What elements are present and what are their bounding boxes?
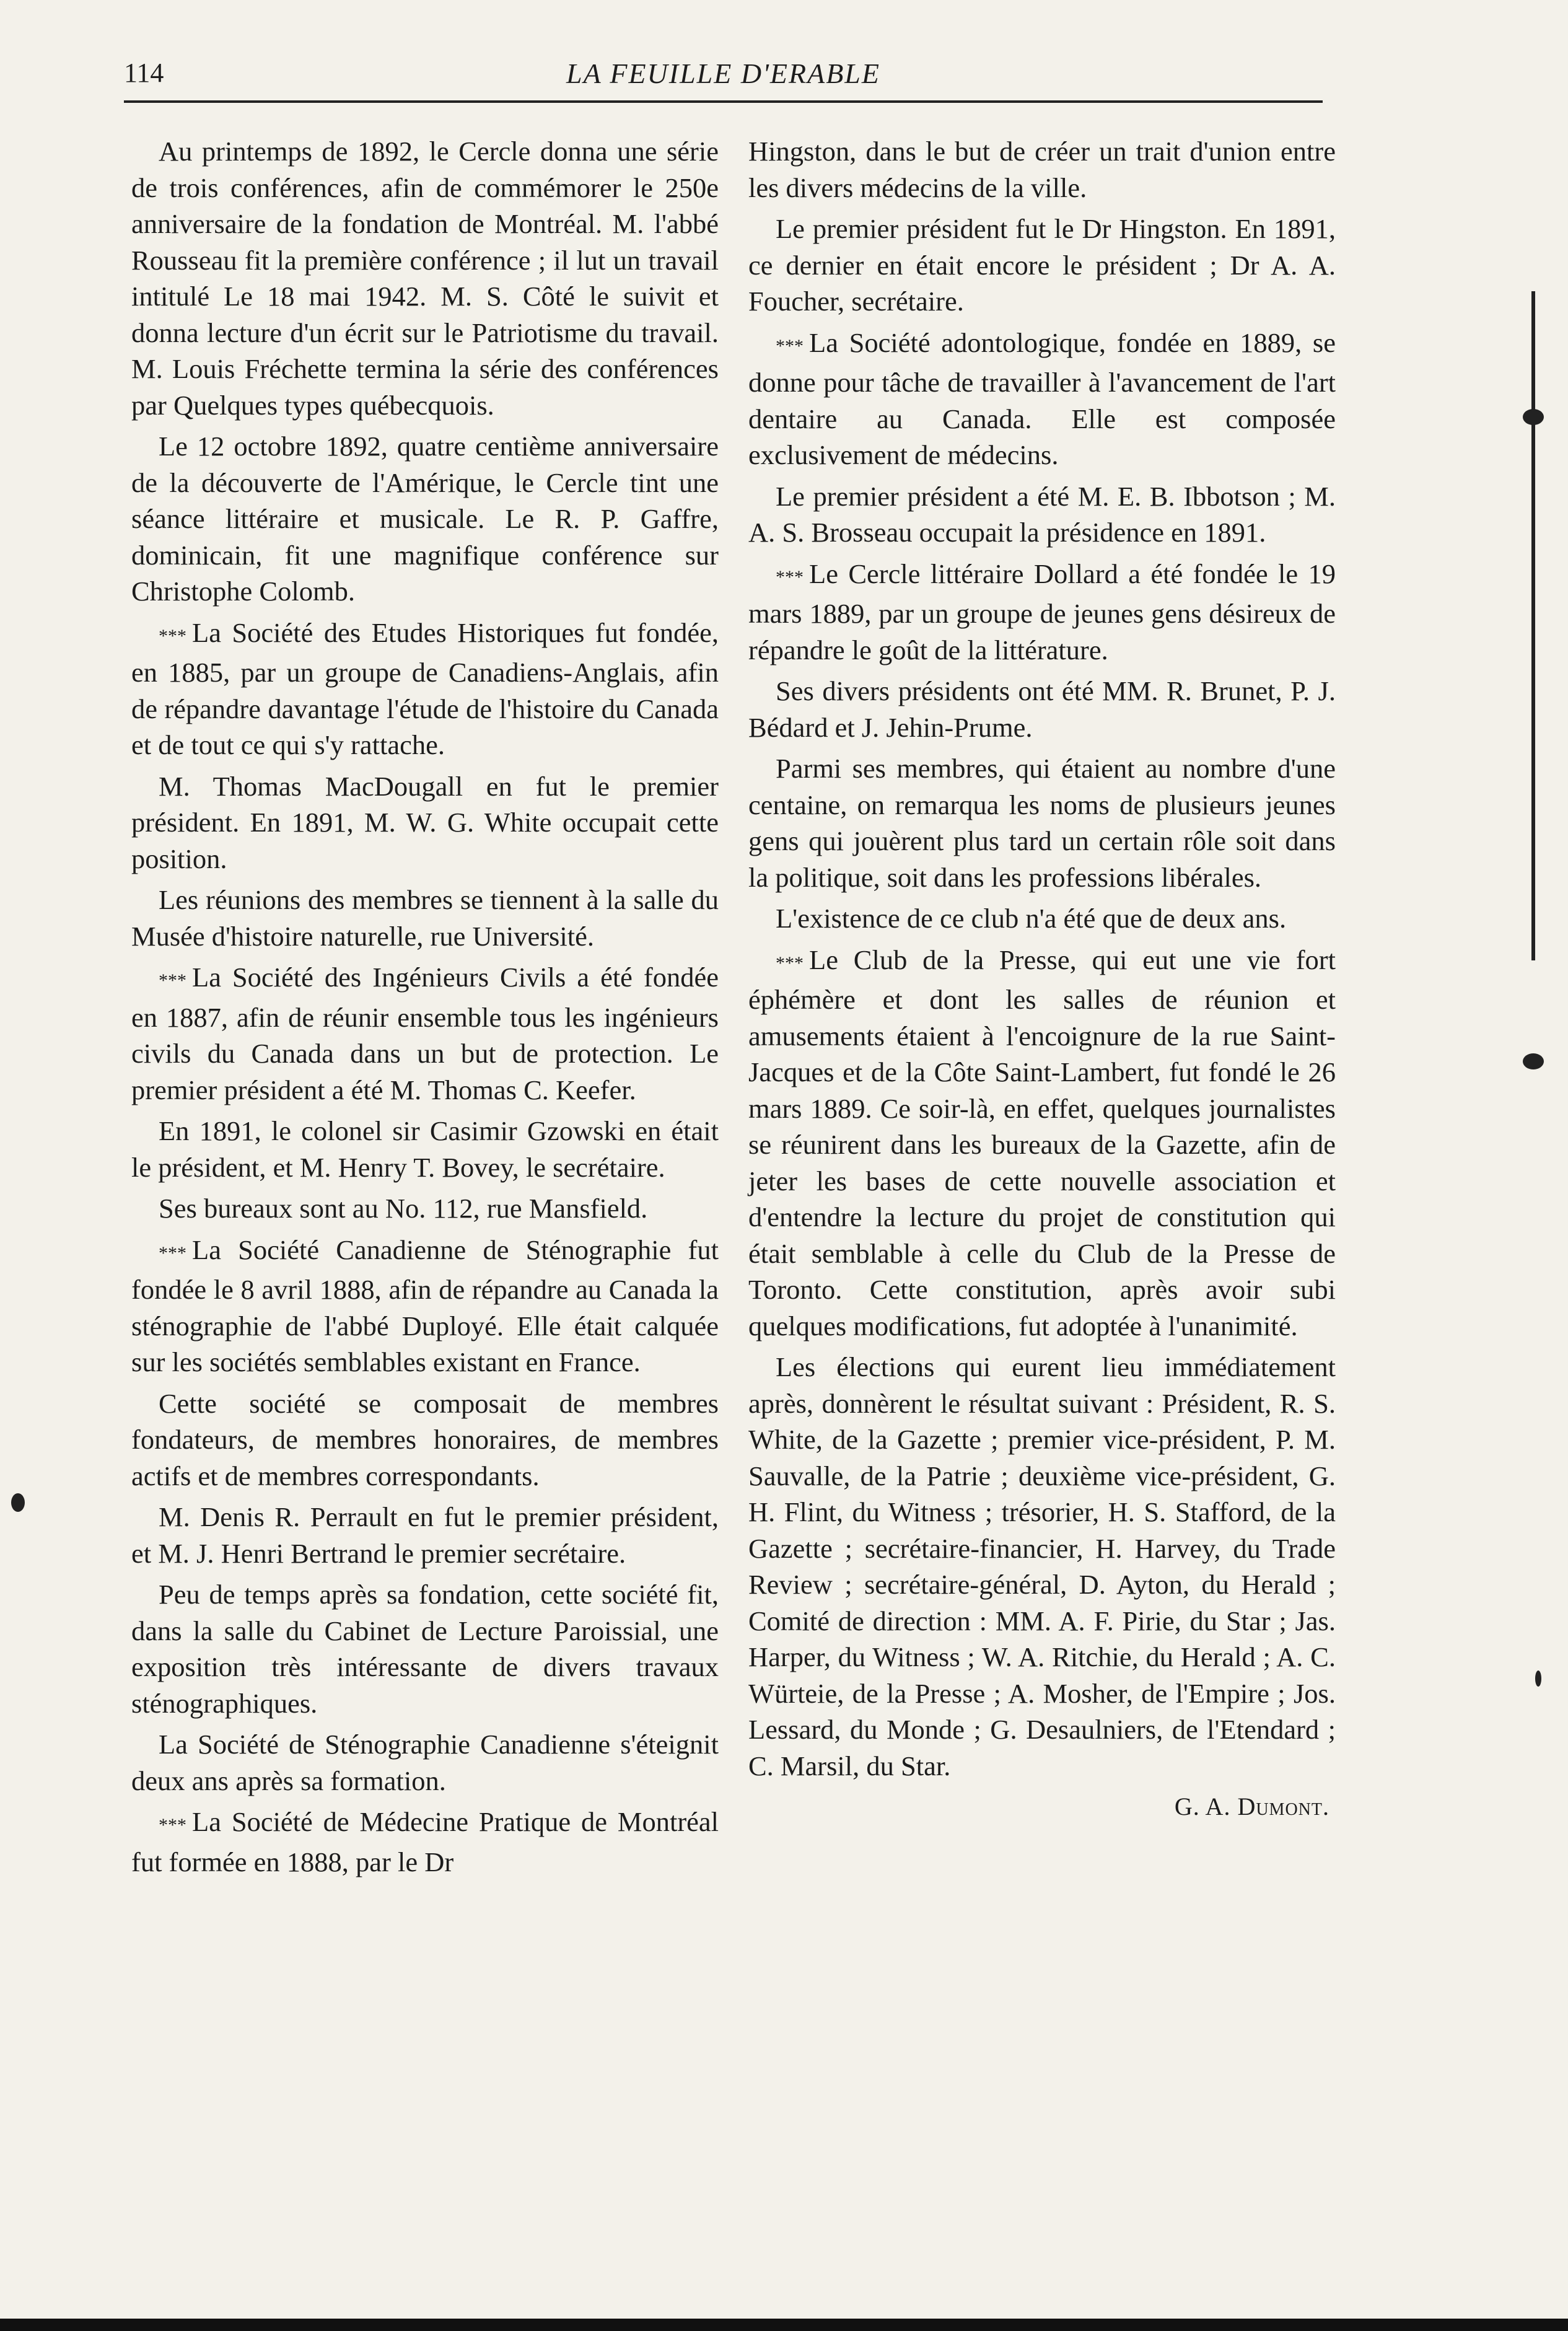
running-title: LA FEUILLE D'ERABLE — [566, 58, 880, 89]
paragraph: * * * La Société adontologique, fondée en 1889, se donne pour tâche de travailler à l'avancement de l'art dentaire au Canada. Elle est composée exclusivement de médecins. — [748, 327, 1336, 470]
section-stars: * * * — [159, 1815, 185, 1835]
section-stars: * * * — [159, 625, 185, 646]
paragraph: Ses bureaux sont au No. 112, rue Mansfield. — [159, 1193, 648, 1224]
paragraph: Hingston, dans le but de créer un trait d'union entre les divers médecins de la ville. — [748, 136, 1336, 203]
paragraph: Le premier président a été M. E. B. Ibbotson ; M. A. S. Brosseau occupait la présidence en 1891. — [748, 480, 1336, 548]
section-stars: * * * — [776, 566, 802, 587]
paragraph: * * * La Société des Ingénieurs Civils a été fondée en 1887, afin de réunir ensemble tous les ingénieurs civils du Canada dans un but de protection. Le premier président a été M. Thomas C. Keefer. — [131, 962, 719, 1105]
right-column — [748, 133, 1336, 1825]
paragraph: Parmi ses membres, qui étaient au nombre d'une centaine, on remarqua les noms de plusieurs jeunes gens qui jouèrent plus tard un certain rôle soit dans la politique, soit dans les professions libérales. — [748, 753, 1336, 893]
section-stars: * * * — [159, 1242, 185, 1263]
section-stars: * * * — [776, 952, 802, 973]
margin-mark — [11, 1493, 25, 1512]
paragraph: Le 12 octobre 1892, quatre centième anniversaire de la découverte de l'Amérique, le Cercle tint une séance littéraire et musicale. Le R. P. Gaffre, dominicain, fit une magnifique conférence sur Christophe Colomb. — [131, 431, 719, 607]
paragraph: Le premier président fut le Dr Hingston. En 1891, ce dernier en était encore le président ; Dr A. A. Foucher, secrétaire. — [748, 213, 1336, 317]
margin-mark — [1531, 291, 1535, 960]
bottom-edge — [0, 2319, 1568, 2331]
paragraph: Peu de temps après sa fondation, cette société fit, dans la salle du Cabinet de Lecture Paroissial, une exposition très intéressante de divers travaux sténographiques. — [131, 1579, 719, 1719]
paragraph: L'existence de ce club n'a été que de deux ans. — [776, 903, 1287, 934]
paragraph: La Société de Sténographie Canadienne s'éteignit deux ans après sa formation. — [131, 1729, 719, 1796]
paragraph: * * * Le Club de la Presse, qui eut une vie fort éphémère et dont les salles de réunion et amusements étaient à l'encoignure de la rue Saint-Jacques et de la Côte Saint-Lambert, fut fondé le 26 mars 1889. Ce soir-là, en effet, quelques journalistes se réunirent dans les bureaux de la Gazette, afin de jeter les bases de cette nouvelle association et d'entendre la lecture du projet de constitution qui était semblable à celle du Club de la Presse de Toronto. Cette constitution, après avoir subi quelques modifications, fut adoptée à l'unanimité. — [748, 944, 1336, 1341]
page-number: 114 — [124, 58, 164, 88]
paragraph: Cette société se composait de membres fondateurs, de membres honoraires, de membres actifs et de membres correspondants. — [131, 1387, 719, 1491]
margin-mark — [1535, 1670, 1541, 1687]
paragraph: M. Denis R. Perrault en fut le premier président, et M. J. Henri Bertrand le premier secrétaire. — [131, 1501, 719, 1569]
paragraph: Les élections qui eurent lieu immédiatement après, donnèrent le résultat suivant : Président, R. S. White, de la Gazette ; premier vice-président, P. M. Sauvalle, de la Patrie ; deuxième vice-président, G. H. Flint, du Witness ; trésorier, H. S. Stafford, de la Gazette ; secrétaire-financier, H. Harvey, du Trade Review ; secrétaire-général, D. Ayton, du Herald ; Comité de direction : MM. A. F. Pirie, du Star ; Jas. Harper, du Witness ; W. A. Ritchie, du Herald ; A. C. Würteie, de la Presse ; A. Mosher, de l'Empire ; Jos. Lessard, du Monde ; G. Desaulniers, de l'Etendard ; C. Marsil, du Star. — [748, 1351, 1336, 1781]
author-signature: G. A. Dumont. — [1174, 1793, 1329, 1820]
paragraph: * * * La Société de Médecine Pratique de Montréal fut formée en 1888, par le Dr — [131, 1806, 719, 1877]
margin-mark — [1523, 1053, 1544, 1069]
left-column — [131, 133, 719, 1885]
paragraph: En 1891, le colonel sir Casimir Gzowski en était le président, et M. Henry T. Bovey, le secrétaire. — [131, 1115, 719, 1183]
paragraph: * * * Le Cercle littéraire Dollard a été fondée le 19 mars 1889, par un groupe de jeunes gens désireux de répandre le goût de la littérature. — [748, 558, 1336, 665]
paragraph: Ses divers présidents ont été MM. R. Brunet, P. J. Bédard et J. Jehin-Prume. — [748, 675, 1336, 743]
paragraph: * * * La Société Canadienne de Sténographie fut fondée le 8 avril 1888, afin de répandre au Canada la sténographie de l'abbé Duployé. Elle était calquée sur les sociétés semblables existant en France. — [131, 1234, 719, 1377]
margin-mark — [1523, 409, 1544, 425]
section-stars: * * * — [776, 335, 802, 356]
section-stars: * * * — [159, 970, 185, 991]
paragraph: Au printemps de 1892, le Cercle donna une série de trois conférences, afin de commémorer le 250e anniversaire de la fondation de Montréal. M. l'abbé Rousseau fit la première conférence ; il lut un travail intitulé Le 18 mai 1942. M. S. Côté le suivit et donna lecture d'un écrit sur le Patriotisme du travail. M. Louis Fréchette termina la série des conférences par Quelques types québecquois. — [131, 136, 719, 421]
paragraph: * * * La Société des Etudes Historiques fut fondée, en 1885, par un groupe de Canadiens-Anglais, afin de répandre davantage l'étude de l'histoire du Canada et de tout ce qui s'y rattache. — [131, 617, 719, 760]
paragraph: Les réunions des membres se tiennent à la salle du Musée d'histoire naturelle, rue Université. — [131, 884, 719, 952]
paragraph: M. Thomas MacDougall en fut le premier président. En 1891, M. W. G. White occupait cette position. — [131, 770, 719, 874]
page-header — [124, 57, 1323, 103]
